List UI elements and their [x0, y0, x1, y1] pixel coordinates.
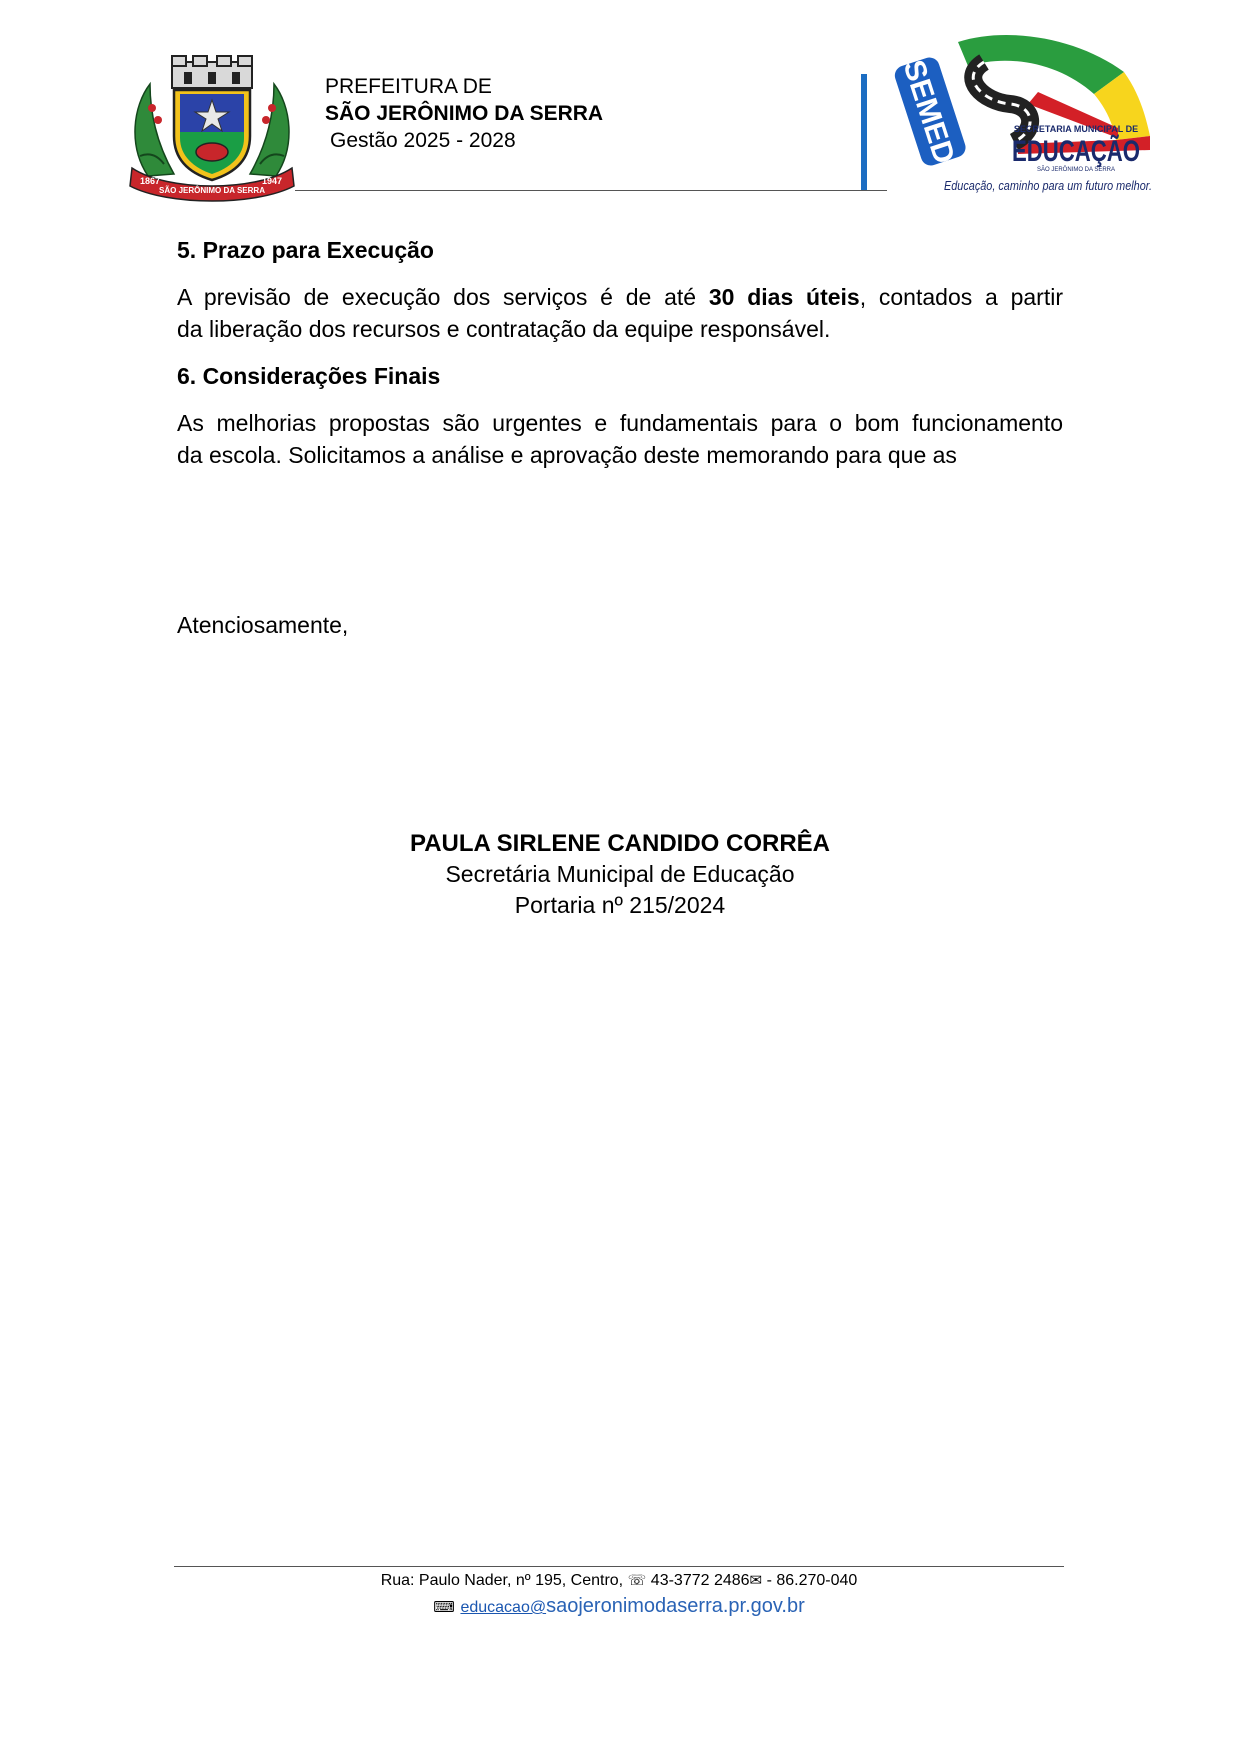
keyboard-icon: ⌨	[433, 1598, 455, 1616]
section-5-text-post: , contados a partir	[859, 284, 1063, 310]
header-line-municipality: SÃO JERÔNIMO DA SERRA	[325, 102, 604, 125]
footer-address: Rua: Paulo Nader, nº 195, Centro,	[380, 1572, 628, 1589]
section-5-heading: 5. Prazo para Execução	[177, 237, 434, 263]
signatory-role: Secretária Municipal de Educação	[445, 861, 795, 887]
section-5-deadline: 30 dias úteis	[708, 284, 860, 310]
section-6-line-2: da escola. Solicitamos a análise e aprovação deste memorando para que as	[177, 442, 957, 468]
header-vertical-bar	[861, 74, 867, 190]
header-divider	[295, 190, 887, 191]
phone-icon: ☏	[627, 1571, 647, 1589]
crest-banner-text: SÃO JERÔNIMO DA SERRA	[159, 186, 265, 195]
section-5-line-1	[177, 281, 1063, 313]
footer-email-domain[interactable]: saojeronimodaserra.pr.gov.br	[546, 1595, 805, 1617]
section-6-heading: 6. Considerações Finais	[177, 363, 441, 389]
section-5-text-pre: A previsão de execução dos serviços é de até	[177, 284, 709, 310]
semed-education-logo	[888, 32, 1186, 196]
closing-salutation: Atenciosamente,	[177, 612, 349, 638]
header-line-gestao: Gestão 2025 - 2028	[330, 129, 516, 152]
crest-year-left: 1867	[140, 176, 161, 186]
logo-education-text: EDUCAÇÃO	[1012, 135, 1186, 168]
logo-slogan: Educação, caminho para um futuro melhor.	[944, 178, 1152, 193]
section-6-line-1: As melhorias propostas são urgentes e fundamentais para o bom funcionamento	[177, 410, 1063, 436]
signatory-portaria: Portaria nº 215/2024	[514, 892, 726, 918]
footer-email-link[interactable]: educacao@	[460, 1599, 547, 1616]
envelope-icon: ✉	[749, 1571, 763, 1589]
footer-address-line	[174, 1568, 1064, 1593]
municipal-crest-logo	[128, 56, 296, 200]
footer-divider	[174, 1566, 1064, 1567]
logo-city-text: SÃO JERÔNIMO DA SERRA	[1036, 167, 1116, 173]
section-5-line-2: da liberação dos recursos e contratação da equipe responsável.	[177, 316, 831, 342]
footer-cep: - 86.270-040	[762, 1572, 858, 1589]
signatory-name: PAULA SIRLENE CANDIDO CORRÊA	[409, 830, 830, 857]
footer-email-line	[174, 1592, 1064, 1622]
footer-phone: 43-3772 2486	[646, 1572, 750, 1589]
logo-small-line: SECRETARIA MUNICIPAL DE	[1013, 124, 1139, 134]
header-line-prefeitura: PREFEITURA DE	[325, 75, 492, 98]
semed-badge-text: SEMED	[896, 56, 961, 168]
crest-year-right: 1947	[262, 176, 283, 186]
